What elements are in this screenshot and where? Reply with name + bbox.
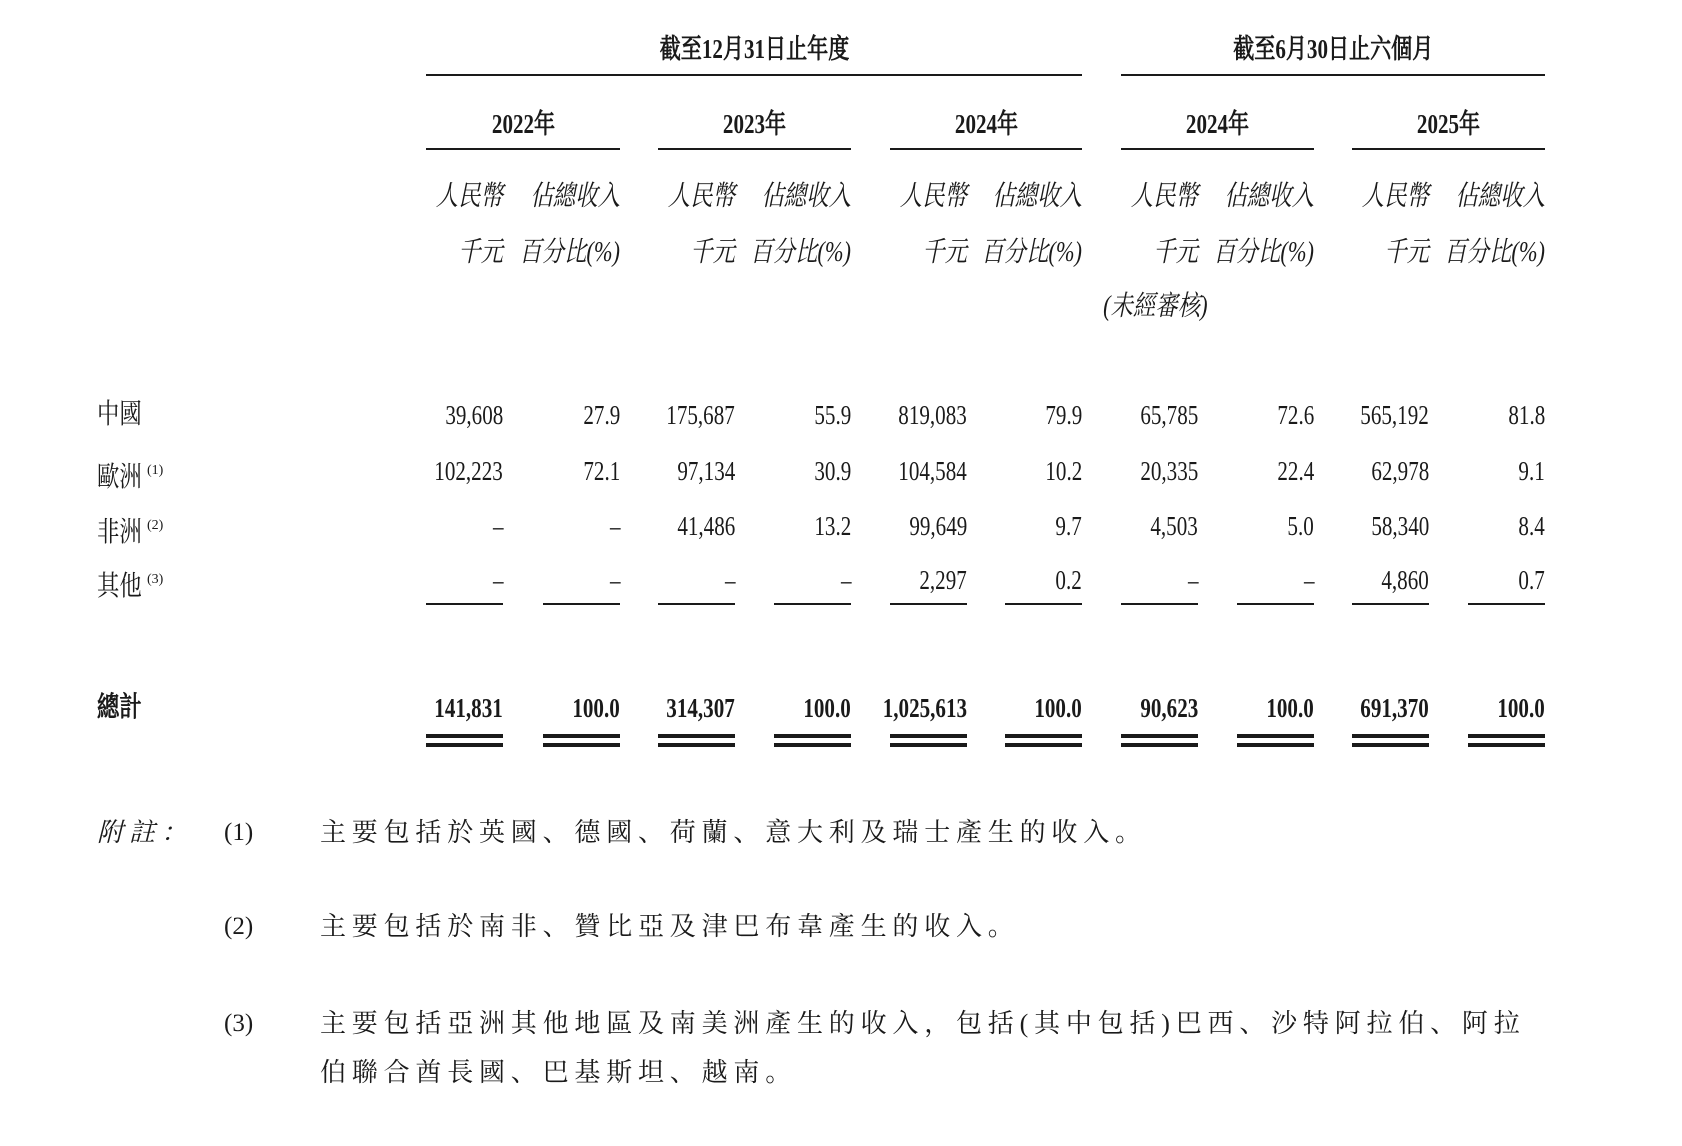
table-cell (837, 562, 967, 598)
table-cell (952, 562, 1082, 598)
table-cell-value: 30.9 (814, 456, 851, 486)
table-cell (1068, 562, 1198, 598)
column-subtotal-rule (1352, 603, 1429, 605)
table-cell (605, 397, 735, 433)
total-double-rule-bottom (1352, 743, 1429, 747)
total-cell-value: 314,307 (666, 693, 735, 723)
table-cell (1068, 453, 1198, 489)
year-header-text: 2022年 (491, 109, 555, 139)
total-cell (837, 690, 967, 726)
table-cell (952, 453, 1082, 489)
table-cell-value: – (492, 511, 503, 541)
row-label-text: 歐洲 (97, 462, 142, 493)
total-cell-value: 100.0 (803, 693, 851, 723)
total-double-rule-bottom (426, 743, 503, 747)
row-label-text: 其他 (97, 571, 142, 602)
row-label-2 (97, 508, 164, 548)
percent-unit-header-text: 佔總收入 (992, 181, 1082, 212)
total-double-rule-bottom (1121, 743, 1198, 747)
total-cell (373, 690, 503, 726)
amount-unit-header-text: 千元 (922, 237, 967, 268)
total-cell (490, 690, 620, 726)
total-double-rule-bottom (890, 743, 967, 747)
total-double-rule-top (1005, 734, 1082, 738)
note-1-text: 主要包括於英國、德國、荷蘭、意大利及瑞士產生的收入。 (320, 818, 1147, 847)
table-cell (1184, 508, 1314, 544)
total-double-rule-bottom (1468, 743, 1545, 747)
total-cell-value: 1,025,613 (882, 693, 967, 723)
period-header-interim-rule (1121, 74, 1545, 76)
percent-unit-header (1405, 235, 1545, 271)
year-header-text: 2025年 (1416, 109, 1481, 139)
table-cell-value: 4,860 (1381, 565, 1429, 595)
table-cell (1415, 562, 1545, 598)
table-cell-value: 55.9 (814, 400, 851, 430)
table-cell (1184, 453, 1314, 489)
year-header-rule (890, 148, 1082, 150)
table-cell (721, 453, 851, 489)
column-subtotal-rule (543, 603, 620, 605)
unaudited-label-text: (未經審核) (1102, 291, 1208, 322)
table-cell-value: – (609, 565, 620, 595)
amount-unit-header-text: 千元 (690, 237, 735, 268)
table-cell-value: 9.1 (1518, 456, 1545, 486)
table-cell (721, 397, 851, 433)
year-header-rule (426, 148, 620, 150)
table-cell (373, 562, 503, 598)
table-cell (605, 453, 735, 489)
row-label-1 (97, 453, 164, 493)
table-cell-value: 97,134 (677, 456, 735, 486)
table-cell (837, 453, 967, 489)
table-cell (1184, 397, 1314, 433)
column-subtotal-rule (1121, 603, 1198, 605)
table-cell (490, 453, 620, 489)
year-header-text: 2023年 (722, 109, 787, 139)
table-cell (837, 508, 967, 544)
table-cell-value: 65,785 (1140, 400, 1198, 430)
total-double-rule-top (1352, 734, 1429, 738)
amount-unit-header-text: 人民幣 (667, 181, 735, 212)
row-label-0 (97, 397, 153, 433)
total-cell-value: 100.0 (1034, 693, 1082, 723)
total-double-rule-bottom (774, 743, 851, 747)
table-cell-value: 62,978 (1371, 456, 1429, 486)
table-cell-value: 10.2 (1045, 456, 1082, 486)
year-header-1 (658, 106, 851, 142)
table-cell-value: 81.8 (1508, 400, 1545, 430)
table-cell (605, 562, 735, 598)
table-cell (1184, 562, 1314, 598)
percent-unit-header-text: 佔總收入 (530, 181, 620, 212)
total-double-rule-top (774, 734, 851, 738)
table-cell-value: 72.1 (583, 456, 620, 486)
note-2-marker: (2) (224, 913, 254, 940)
notes-heading: 附註： (97, 818, 194, 847)
table-cell (1299, 508, 1429, 544)
percent-unit-header (1405, 179, 1545, 215)
total-double-rule-top (1237, 734, 1314, 738)
table-cell-value: 2,297 (919, 565, 967, 595)
year-header-text: 2024年 (954, 109, 1018, 139)
table-cell (1415, 397, 1545, 433)
column-subtotal-rule (890, 603, 967, 605)
table-cell-value: 175,687 (666, 400, 735, 430)
total-cell-value: 100.0 (1266, 693, 1314, 723)
table-cell (837, 397, 967, 433)
table-cell (721, 508, 851, 544)
table-cell-value: – (609, 511, 620, 541)
percent-unit-header-text: 佔總收入 (1224, 181, 1314, 212)
unaudited-label (1085, 289, 1225, 325)
table-cell-value: 4,503 (1150, 511, 1198, 541)
total-cell-value: 100.0 (572, 693, 620, 723)
percent-unit-header-text: 百分比(%) (1213, 237, 1314, 268)
table-cell (490, 508, 620, 544)
year-header-rule (658, 148, 851, 150)
table-cell (1068, 508, 1198, 544)
note-2-text: 主要包括於南非、贊比亞及津巴布韋產生的收入。 (320, 912, 1020, 941)
total-cell (1415, 690, 1545, 726)
year-header-text: 2024年 (1185, 109, 1250, 139)
table-cell (721, 562, 851, 598)
table-cell-value: 565,192 (1360, 400, 1429, 430)
amount-unit-header-text: 千元 (458, 237, 503, 268)
total-row-label (97, 690, 153, 726)
amount-unit-header-text: 千元 (1153, 237, 1198, 268)
column-subtotal-rule (774, 603, 851, 605)
table-cell-value: 22.4 (1277, 456, 1314, 486)
table-cell-value: – (492, 565, 503, 595)
year-header-rule (1121, 148, 1314, 150)
amount-unit-header-text: 人民幣 (899, 181, 967, 212)
table-cell-value: 39,608 (445, 400, 503, 430)
total-double-rule-top (1468, 734, 1545, 738)
note-1-marker: (1) (224, 819, 254, 846)
total-double-rule-bottom (1005, 743, 1082, 747)
row-label-footnote-ref: (3) (147, 572, 164, 587)
total-row-label-text: 總計 (97, 692, 142, 723)
period-header-interim (1121, 31, 1545, 67)
table-cell (373, 508, 503, 544)
table-cell (490, 562, 620, 598)
year-header-4 (1352, 106, 1545, 142)
table-cell (373, 453, 503, 489)
year-header-3 (1121, 106, 1314, 142)
column-subtotal-rule (1468, 603, 1545, 605)
year-header-0 (426, 106, 620, 142)
row-label-text: 非洲 (97, 517, 142, 548)
percent-unit-header-text: 百分比(%) (981, 237, 1082, 268)
table-cell-value: 5.0 (1287, 511, 1314, 541)
table-cell (952, 508, 1082, 544)
column-subtotal-rule (1005, 603, 1082, 605)
amount-unit-header-text: 人民幣 (1130, 181, 1198, 212)
table-cell-value: 79.9 (1045, 400, 1082, 430)
note-3-text-line-2: 伯聯合酋長國、巴基斯坦、越南。 (320, 1058, 798, 1087)
total-double-rule-top (1121, 734, 1198, 738)
note-3-text-line-1: 主要包括亞洲其他地區及南美洲產生的收入，包括(其中包括)巴西、沙特阿拉伯、阿拉 (320, 1009, 1526, 1038)
amount-unit-header-text: 人民幣 (1361, 181, 1429, 212)
table-cell-value: 27.9 (583, 400, 620, 430)
period-header-annual (426, 31, 1082, 67)
table-cell (373, 397, 503, 433)
year-header-rule (1352, 148, 1545, 150)
total-double-rule-top (890, 734, 967, 738)
table-cell-value: 102,223 (434, 456, 503, 486)
total-double-rule-top (658, 734, 735, 738)
percent-unit-header-text: 百分比(%) (750, 237, 851, 268)
table-cell (1068, 397, 1198, 433)
total-cell (1299, 690, 1429, 726)
percent-unit-header-text: 百分比(%) (519, 237, 620, 268)
table-cell-value: 819,083 (898, 400, 967, 430)
table-cell (605, 508, 735, 544)
table-cell (1299, 453, 1429, 489)
note-3-marker: (3) (224, 1010, 254, 1037)
table-cell-value: 41,486 (677, 511, 735, 541)
column-subtotal-rule (658, 603, 735, 605)
total-cell (952, 690, 1082, 726)
table-cell (1299, 397, 1429, 433)
table-cell-value: 58,340 (1371, 511, 1429, 541)
period-header-interim-text: 截至6月30日止六個月 (1232, 34, 1434, 64)
total-cell-value: 90,623 (1140, 693, 1198, 723)
table-cell-value: 72.6 (1277, 400, 1314, 430)
total-double-rule-bottom (658, 743, 735, 747)
percent-unit-header-text: 佔總收入 (761, 181, 851, 212)
row-label-footnote-ref: (1) (147, 463, 164, 478)
table-cell-value: 0.7 (1518, 565, 1545, 595)
total-double-rule-top (426, 734, 503, 738)
row-label-text: 中國 (97, 399, 142, 430)
table-cell (490, 397, 620, 433)
column-subtotal-rule (426, 603, 503, 605)
table-cell-value: 8.4 (1518, 511, 1545, 541)
total-cell-value: 141,831 (434, 693, 503, 723)
total-cell-value: 100.0 (1497, 693, 1545, 723)
period-header-annual-rule (426, 74, 1082, 76)
amount-unit-header-text: 人民幣 (435, 181, 503, 212)
total-cell (1184, 690, 1314, 726)
total-cell (605, 690, 735, 726)
table-cell-value: – (724, 565, 735, 595)
year-header-2 (890, 106, 1082, 142)
total-cell-value: 691,370 (1360, 693, 1429, 723)
percent-unit-header-text: 佔總收入 (1455, 181, 1545, 212)
table-cell (1299, 562, 1429, 598)
table-cell-value: 0.2 (1055, 565, 1082, 595)
total-double-rule-bottom (1237, 743, 1314, 747)
table-cell (1415, 508, 1545, 544)
period-header-annual-text: 截至12月31日止年度 (659, 34, 849, 64)
table-cell-value: 9.7 (1055, 511, 1082, 541)
percent-unit-header-text: 百分比(%) (1444, 237, 1545, 268)
column-subtotal-rule (1237, 603, 1314, 605)
amount-unit-header-text: 千元 (1384, 237, 1429, 268)
table-cell-value: – (840, 565, 851, 595)
row-label-footnote-ref: (2) (147, 518, 164, 533)
table-cell (1415, 453, 1545, 489)
table-cell (952, 397, 1082, 433)
table-cell-value: 13.2 (814, 511, 851, 541)
total-cell (721, 690, 851, 726)
table-cell-value: – (1303, 565, 1314, 595)
row-label-3 (97, 562, 164, 602)
total-double-rule-top (543, 734, 620, 738)
table-cell-value: 20,335 (1140, 456, 1198, 486)
total-double-rule-bottom (543, 743, 620, 747)
table-cell-value: – (1187, 565, 1198, 595)
table-cell-value: 99,649 (909, 511, 967, 541)
table-cell-value: 104,584 (898, 456, 967, 486)
total-cell (1068, 690, 1198, 726)
